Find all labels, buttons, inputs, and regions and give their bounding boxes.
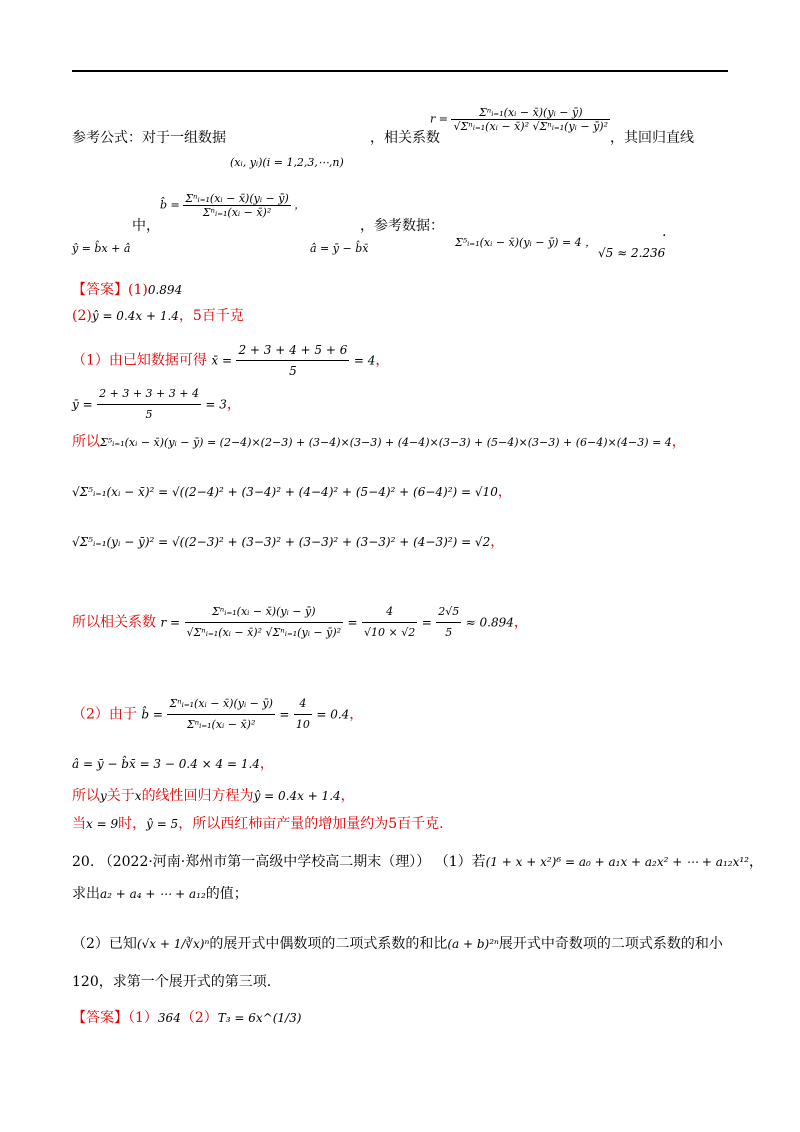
answer-p2-tail: ，5百千克 (178, 308, 244, 324)
sol-1 (72, 340, 389, 381)
sol-2-den: 5 (145, 408, 153, 421)
sol-7-num: Σⁿᵢ₌₁(xᵢ − x̄)(yᵢ − ȳ) (167, 694, 275, 715)
sol-7-text: （2）由于 (72, 706, 137, 723)
sol-1-end: ， (375, 352, 390, 369)
sol-4-end: ， (497, 484, 512, 500)
q20-p2-math2: (a + b)²ⁿ (447, 937, 499, 951)
q20-p1-math: (1 + x + x²)⁶ = a₀ + a₁x + a₂x² + ⋯ + a₁₂x¹² (485, 855, 749, 869)
ref-data-label (360, 216, 444, 236)
sol-9 (72, 786, 355, 806)
sol-6-lhs: r = (160, 615, 181, 630)
sol-1-frac (236, 340, 349, 381)
q20-line-1 (72, 852, 763, 872)
q20-answer-2: （2） (180, 1010, 218, 1026)
sol-6-end: ， (513, 614, 528, 631)
sol-2-rhs: = 3 (205, 397, 227, 412)
regression-tail-text: ，其回归直线 (610, 130, 694, 146)
period-text: . (662, 224, 667, 240)
comma-1: ， (294, 198, 306, 212)
sol-3-end: ， (671, 434, 686, 450)
q20-p2-a: （2）已知 (72, 936, 137, 952)
regression-tail (610, 128, 694, 148)
corr-frac (451, 106, 610, 133)
sol-6-den: √Σⁿᵢ₌₁(xᵢ − x̄)² √Σⁿᵢ₌₁(yᵢ − ȳ)² (186, 626, 342, 639)
q20-number: 20. (72, 854, 95, 870)
sol-7-frac2-den: 10 (295, 718, 310, 731)
sol-6-frac2-num: 4 (362, 602, 417, 623)
q20-p1-end: ， (748, 854, 763, 870)
sol-9-b: 关于 (106, 788, 135, 804)
sol-9-y: y (100, 789, 107, 803)
sol-6-num: Σⁿᵢ₌₁(xᵢ − x̄)(yᵢ − ȳ) (185, 602, 344, 623)
sol-2-num: 2 + 3 + 3 + 3 + 4 (97, 384, 201, 405)
sol-9-math: ŷ = 0.4x + 1.4 (253, 789, 341, 803)
corr-label-text: ，相关系数 (370, 130, 440, 146)
sol-8-end: ， (259, 756, 274, 772)
sol-1-den: 5 (289, 364, 297, 378)
sol-7-end: ， (349, 706, 364, 723)
formula-intro (72, 128, 226, 148)
corr-numerator: Σⁿᵢ₌₁(xᵢ − x̄)(yᵢ − ȳ) (451, 106, 610, 120)
sol-7-frac-2 (294, 694, 312, 735)
q20-answer-2-value: T₃ = 6x^(1/3) (217, 1011, 302, 1025)
b-hat-lhs: b̂ = (160, 198, 180, 212)
corr-formula (430, 106, 610, 133)
sol-6: 所以相关系数 r = $\frac{\text{Σⁿᵢ₌₁(xᵢ − x̄)(yᵢ − ȳ)}}{\text{√Σⁿᵢ₌₁(xᵢ − x̄)² √Σⁿᵢ₌₁(yᵢ − ȳ)²}}$ = $\frac{4}{√10 \times √2}$ = $\frac{2√5}{5}$ ≈ 0.894， (72, 602, 528, 643)
sol-6-frac (185, 602, 344, 643)
sol-6-text: 所以相关系数 (72, 614, 156, 631)
sol-8 (72, 754, 274, 774)
reg-eq: ŷ = b̂x + â (72, 242, 131, 255)
sol-6-frac3-num: 2√5 (436, 602, 461, 623)
b-hat-numerator: Σⁿᵢ₌₁(xᵢ − x̄)(yᵢ − ȳ) (185, 192, 289, 205)
answer-p2-prefix: (2) (72, 308, 92, 324)
sol-5 (72, 532, 504, 552)
answer-line-1 (72, 280, 182, 300)
q20-line2-a: 求出 (72, 886, 100, 902)
ref-data-1-text: Σ⁵ᵢ₌₁(xᵢ − x̄)(yᵢ − ȳ) = 4 (455, 236, 582, 249)
reg-in (132, 216, 160, 236)
sol-6-frac-2 (362, 602, 417, 643)
data-set-formula: (xᵢ, yᵢ)(i = 1,2,3,⋯,n) (230, 156, 344, 169)
sol-9-end: ， (340, 788, 355, 804)
answer-line-2 (72, 306, 244, 326)
sol-6-frac2-den: √10 × √2 (364, 626, 416, 639)
formula-intro-text: 参考公式：对于一组数据 (72, 130, 226, 146)
q20-line2-math: a₂ + a₄ + ⋯ + a₁₂ (100, 887, 206, 901)
sol-6-frac3-den: 5 (445, 626, 453, 639)
sol-2-frac (97, 384, 201, 425)
sol-3-text: 所以 (72, 434, 100, 450)
q20-p2-b: 的展开式中偶数项的二项式系数的和比 (209, 936, 448, 952)
sol-4 (72, 482, 512, 502)
b-hat-denominator: Σⁿᵢ₌₁(xᵢ − x̄)² (202, 206, 272, 219)
sol-5-end: ， (490, 534, 505, 550)
q20-line-4 (72, 972, 271, 992)
ref-data-1 (455, 234, 596, 250)
sol-2 (72, 384, 241, 425)
sol-9-c: 的线性回归方程为 (141, 788, 254, 804)
sol-10-a: 当 (72, 816, 86, 832)
sol-4-math: √Σ⁵ᵢ₌₁(xᵢ − x̄)² = √((2−4)² + (3−4)² + (4−4)² + (5−4)² + (6−4)²) = √10 (72, 485, 498, 499)
sol-1-rhs: = 4 (353, 353, 376, 368)
q20-p2-math: (√x + 1/∛x)ⁿ (136, 937, 210, 951)
sol-10 (72, 814, 444, 834)
sol-10-c: ，所以西红柿亩产量的增加量约为5百千克. (178, 816, 444, 832)
sol-6-frac-3 (436, 602, 461, 643)
b-hat-formula (160, 192, 305, 219)
sol-2-end: ， (226, 396, 241, 413)
q20-answer-1-value: 364 (157, 1011, 181, 1025)
answer-label: 【答案】 (72, 282, 128, 298)
period (662, 222, 666, 242)
answer-p2-eq: ŷ = 0.4x + 1.4 (91, 309, 179, 323)
q20-answer-1: （1） (128, 1010, 158, 1026)
q20-p1-a: （1）若 (434, 854, 486, 870)
sol-1-lhs: x̄ = (211, 353, 233, 368)
sol-7-den: Σⁿᵢ₌₁(xᵢ − x̄)² (186, 718, 256, 731)
sol-1-text: （1）由已知数据可得 (72, 352, 207, 369)
q20-line-2 (72, 884, 248, 904)
reg-in-text: 中， (132, 218, 160, 234)
sol-7-rhs: = 0.4 (316, 707, 350, 722)
sol-7: （2）由于 b̂ = $\frac{\text{Σⁿᵢ₌₁(xᵢ − x̄)(yᵢ − ȳ)}}{\text{Σⁿᵢ₌₁(xᵢ − x̄)²}}$ = $\frac{4}{10}$ = 0.4， (72, 694, 363, 735)
header-rule (72, 70, 728, 72)
sol-9-a: 所以 (72, 788, 100, 804)
sol-1-num: 2 + 3 + 4 + 5 + 6 (236, 340, 349, 361)
q20-line-3 (72, 934, 723, 954)
ref-data-label-text: ，参考数据： (360, 218, 444, 234)
corr-denominator: √Σⁿᵢ₌₁(xᵢ − x̄)² √Σⁿᵢ₌₁(yᵢ − ȳ)² (453, 120, 608, 133)
q20-answer (72, 1008, 301, 1028)
corr-r-lhs: r = (430, 112, 448, 126)
answer-p1-prefix: (1) (128, 282, 148, 298)
q20-p2-c: 展开式中奇数项的二项式系数的和小 (498, 936, 723, 952)
sol-7-lhs: b̂ = (141, 707, 163, 722)
q20-line4-text: 120，求第一个展开式的第三项. (72, 974, 272, 990)
sol-3 (72, 432, 686, 453)
answer-p1-value: 0.894 (147, 283, 183, 297)
sol-9-x: x (134, 789, 142, 803)
sol-8-math: â = ȳ − b̂x̄ = 3 − 0.4 × 4 = 1.4 (72, 757, 260, 771)
sol-3-math: Σ⁵ᵢ₌₁(xᵢ − x̄)(yᵢ − ȳ) = (2−4)×(2−3) + (3−4)×(3−3) + (4−4)×(3−3) + (5−4)×(3−3) + (6−4)×(4−3) = 4 (100, 436, 672, 449)
sol-6-rhs: ≈ 0.894 (465, 615, 514, 630)
q20-line2-b: 的值； (205, 886, 248, 902)
a-hat-formula: â = ȳ − b̂x̄ (310, 242, 369, 255)
q20-source: （2022·河南·郑州市第一高级中学校高二期末（理）） (98, 854, 431, 870)
sol-10-math1: x = 9 (86, 817, 119, 831)
sol-10-b: 时， (118, 816, 147, 832)
ref-data-2: √5 ≈ 2.236 (598, 246, 666, 260)
b-hat-frac (183, 192, 291, 219)
sol-7-frac2-num: 4 (294, 694, 312, 715)
sol-7-frac (167, 694, 275, 735)
sol-10-math2: ŷ = 5 (146, 817, 179, 831)
comma-2: ， (585, 236, 597, 249)
sol-2-lhs: ȳ = (72, 397, 93, 412)
sol-5-math: √Σ⁵ᵢ₌₁(yᵢ − ȳ)² = √((2−3)² + (3−3)² + (3−3)² + (3−3)² + (4−3)²) = √2 (72, 535, 491, 549)
q20-answer-label: 【答案】 (72, 1010, 128, 1026)
